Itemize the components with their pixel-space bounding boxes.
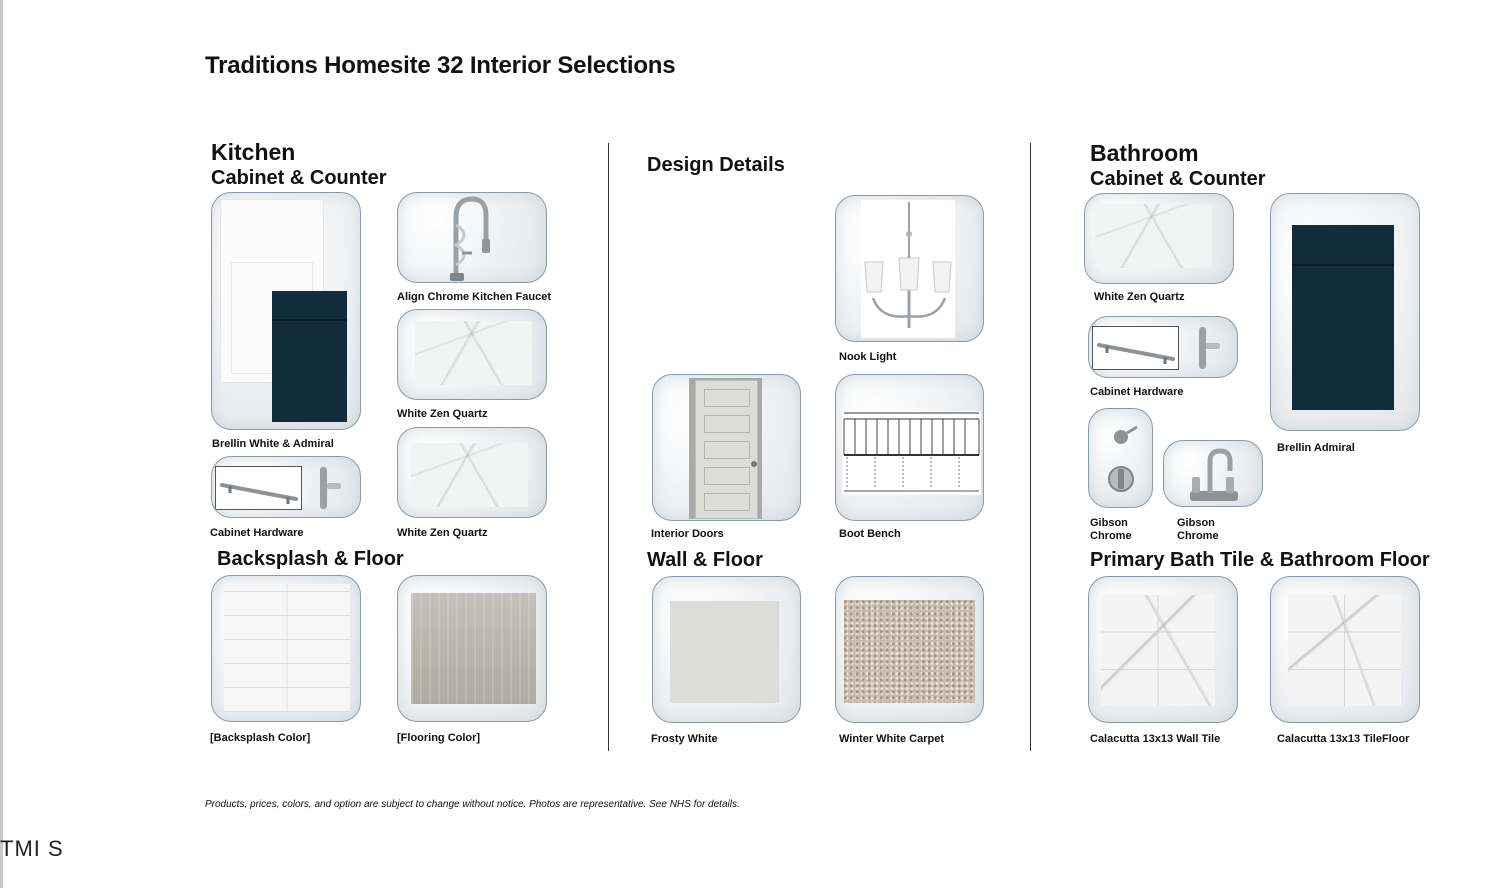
kitchen-quartz-swatch-1	[397, 309, 547, 400]
bathroom-cabinet-swatch	[1270, 193, 1420, 431]
kitchen-hardware-label: Cabinet Hardware	[210, 527, 304, 539]
bathroom-subheading: Cabinet & Counter	[1090, 168, 1266, 190]
interior-doors-swatch	[652, 374, 801, 521]
wall-tile-label: Calacutta 13x13 Wall Tile	[1090, 733, 1221, 745]
bathroom-hardware-label: Cabinet Hardware	[1090, 386, 1184, 398]
bathroom-quartz-swatch	[1084, 193, 1234, 284]
shower-label-line1: Gibson	[1090, 517, 1128, 529]
kitchen-cabinet-label: Brellin White & Admiral	[212, 438, 334, 450]
floor-tile-label: Calacutta 13x13 TileFloor	[1277, 733, 1410, 745]
kitchen-quartz-label-1: White Zen Quartz	[397, 408, 488, 420]
floor-tile-swatch	[1270, 576, 1420, 723]
kitchen-subheading: Cabinet & Counter	[211, 167, 387, 189]
bathroom-cabinet-label: Brellin Admiral	[1277, 442, 1355, 454]
design-details-heading: Design Details	[647, 154, 785, 176]
kitchen-quartz-label-2: White Zen Quartz	[397, 527, 488, 539]
bathroom-heading: Bathroom	[1090, 140, 1199, 166]
page-title: Traditions Homesite 32 Interior Selections	[205, 52, 676, 79]
kitchen-hardware-swatch	[211, 456, 361, 518]
frosty-white-swatch	[652, 576, 801, 723]
bathroom-quartz-label: White Zen Quartz	[1094, 291, 1185, 303]
wall-tile-swatch	[1088, 576, 1238, 723]
kitchen-faucet-swatch	[397, 192, 547, 283]
nook-light-label: Nook Light	[839, 351, 897, 363]
kitchen-heading: Kitchen	[211, 139, 296, 165]
backsplash-floor-heading: Backsplash & Floor	[217, 548, 404, 570]
bath-knob-pull-icon	[1193, 325, 1223, 371]
flooring-label: [Flooring Color]	[397, 732, 481, 744]
column-divider-1	[608, 143, 609, 751]
carpet-label: Winter White Carpet	[839, 733, 945, 745]
page-left-edge	[0, 0, 3, 888]
admiral-cabinet-door	[272, 291, 347, 422]
carpet-swatch	[835, 576, 984, 723]
door-panel	[695, 380, 758, 519]
boot-bench-label: Boot Bench	[839, 528, 901, 540]
boot-bench-swatch	[835, 374, 984, 521]
disclaimer-note: Products, prices, colors, and option are subject to change without notice. Photos are representative. See NHS for details.	[205, 799, 740, 810]
admiral-vanity-door	[1292, 225, 1394, 410]
boot-bench-drawing-icon	[842, 411, 981, 495]
wall-floor-heading: Wall & Floor	[647, 549, 763, 571]
bath-tile-heading: Primary Bath Tile & Bathroom Floor	[1090, 549, 1430, 571]
flooring-swatch	[397, 575, 547, 722]
kitchen-cabinet-swatch	[211, 192, 361, 430]
kitchen-faucet-label: Align Chrome Kitchen Faucet	[397, 291, 552, 303]
chandelier-icon	[861, 200, 955, 338]
shower-head-icon	[1097, 415, 1147, 503]
bath-faucet-label-line1: Gibson	[1177, 517, 1215, 529]
backsplash-label: [Backsplash Color]	[210, 732, 311, 744]
shower-fixture-swatch	[1088, 408, 1153, 508]
bath-faucet-swatch	[1163, 440, 1263, 507]
column-divider-2	[1030, 143, 1031, 751]
frosty-white-label: Frosty White	[651, 733, 718, 745]
bath-faucet-icon	[1186, 445, 1242, 505]
backsplash-swatch	[211, 575, 361, 722]
kitchen-quartz-swatch-2	[397, 427, 547, 518]
bathroom-hardware-swatch	[1088, 316, 1238, 378]
bath-faucet-label-line2: Chrome	[1177, 530, 1219, 542]
shower-label-line2: Chrome	[1090, 530, 1132, 542]
knob-pull-icon	[314, 465, 344, 511]
faucet-icon	[442, 195, 502, 281]
interior-doors-label: Interior Doors	[651, 528, 724, 540]
brand-logo-text: TMI S	[0, 836, 64, 861]
nook-light-swatch	[835, 195, 984, 342]
